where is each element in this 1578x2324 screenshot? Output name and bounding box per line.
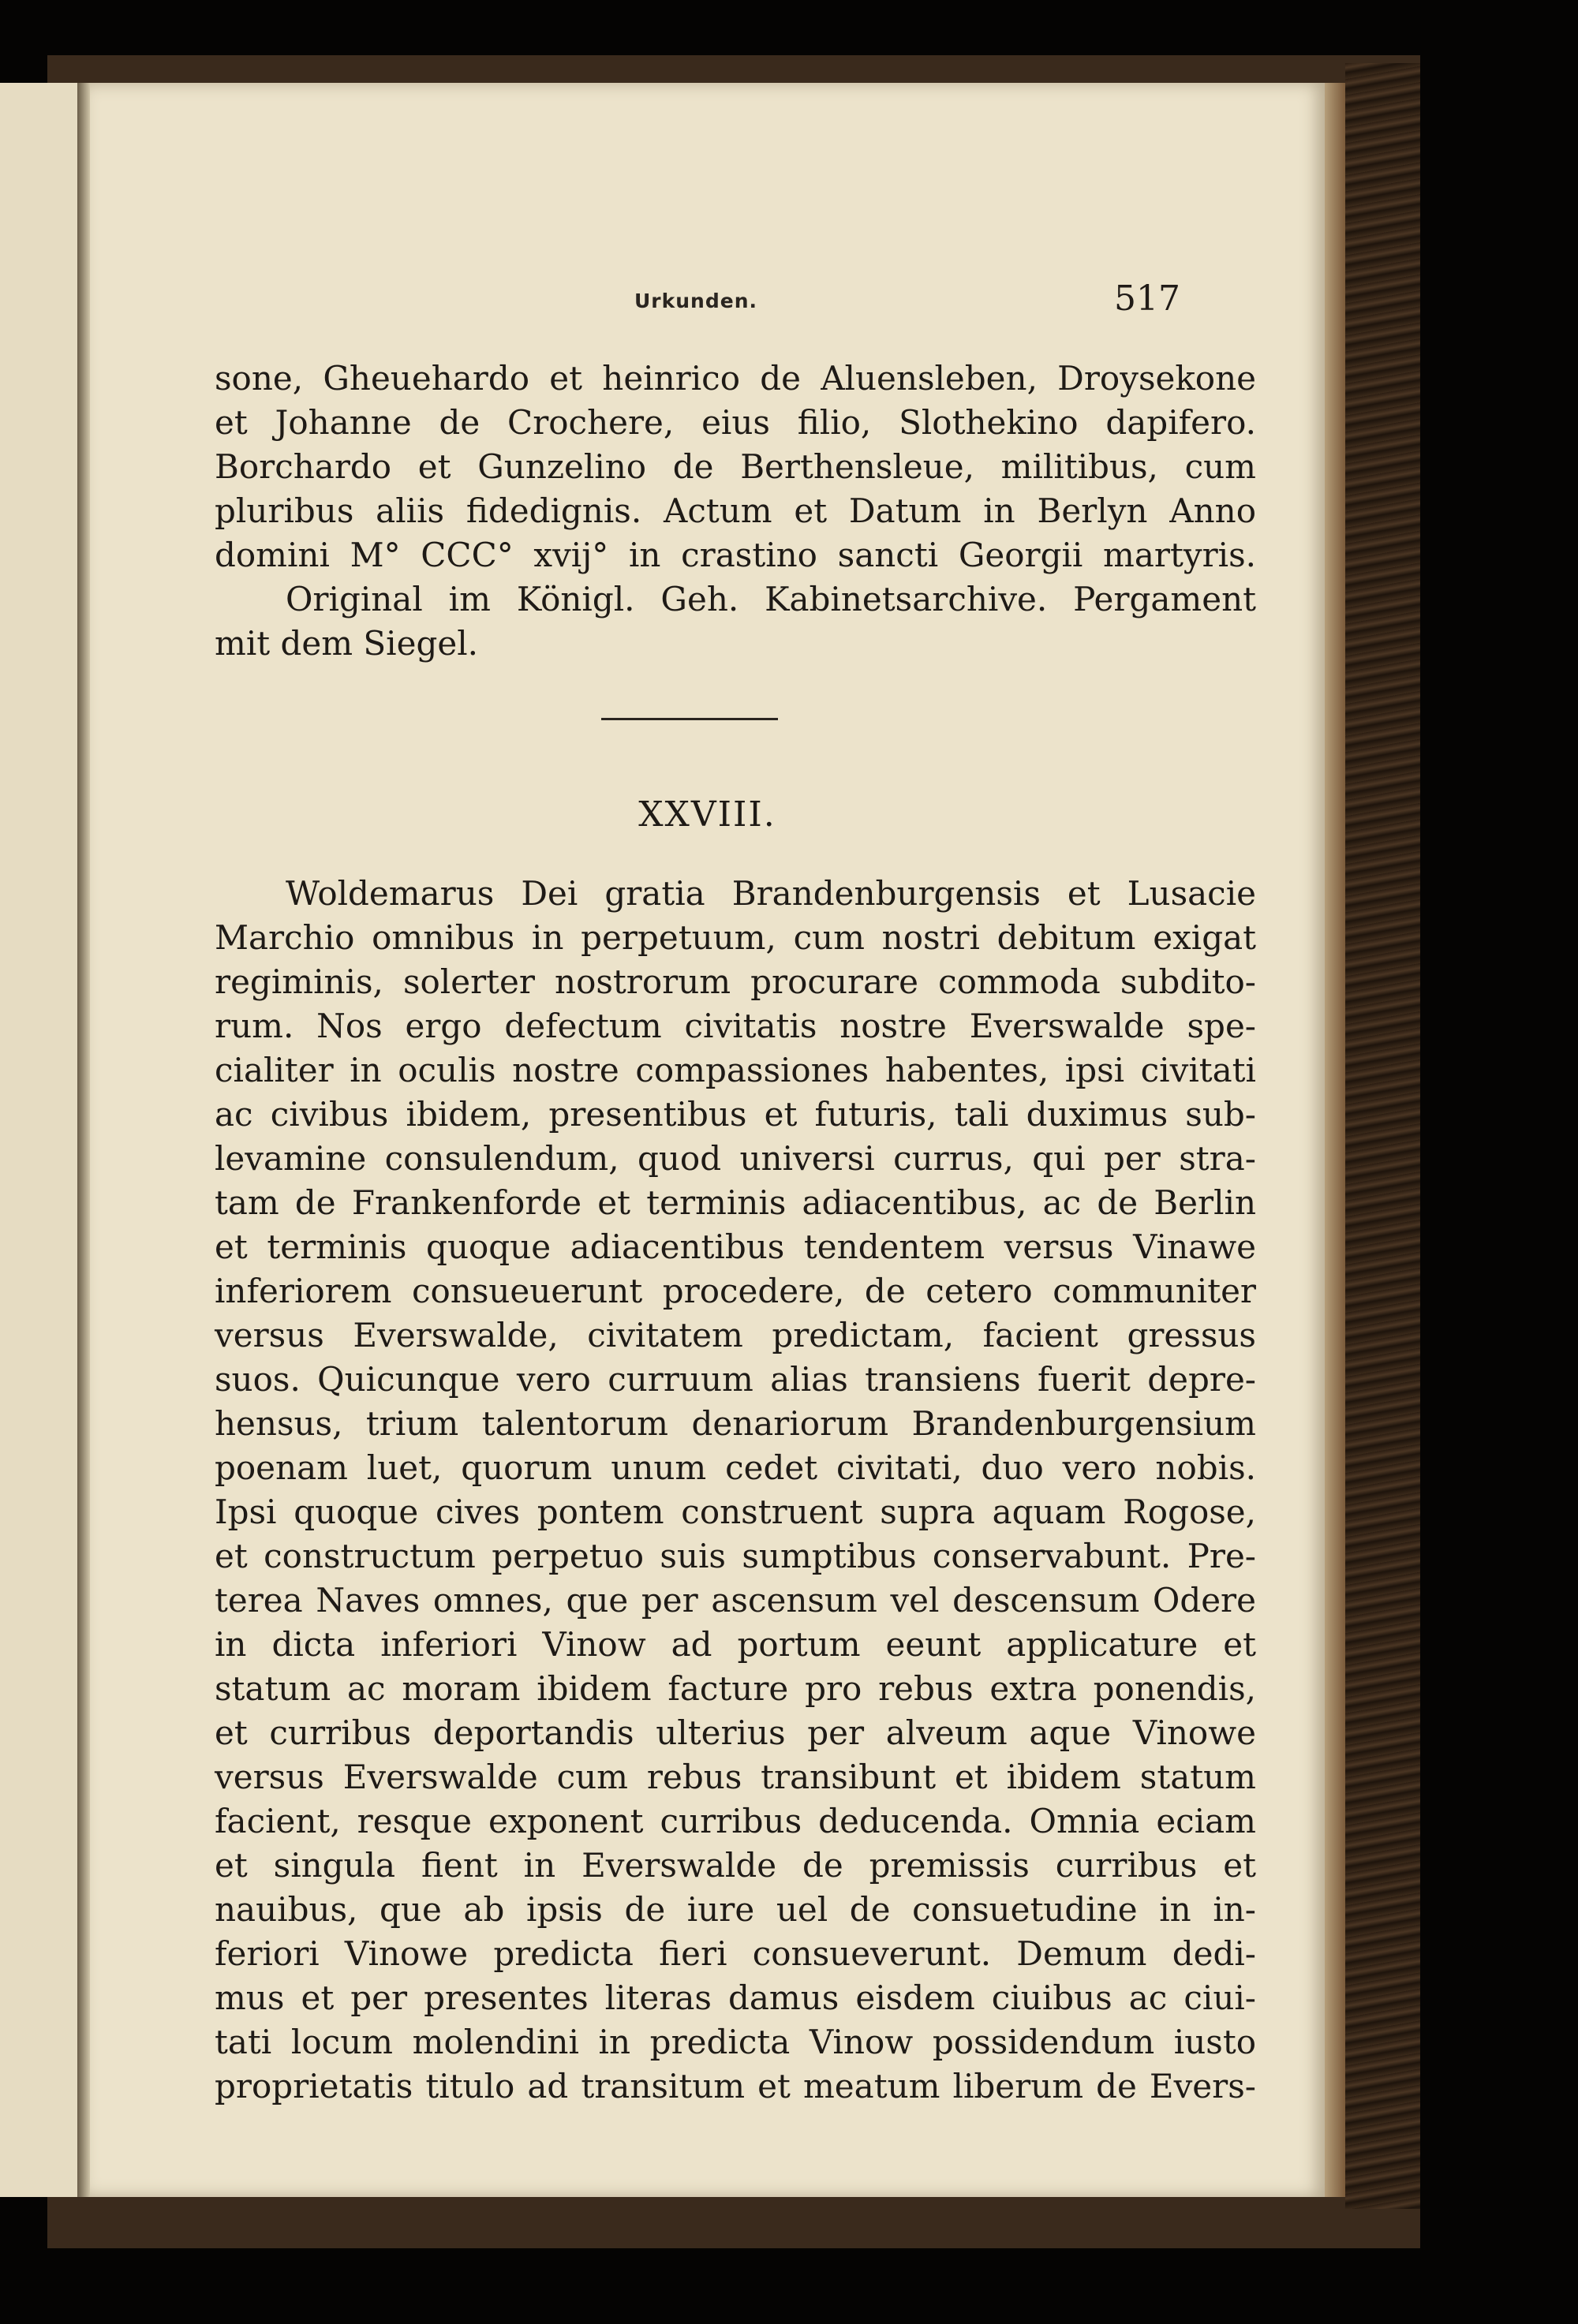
text-line: regiminis, solerter nostrorum procurare commoda subdito- <box>215 962 1256 1001</box>
section-heading: XXVIII. <box>638 794 776 835</box>
text-line: statum ac moram ibidem facture pro rebus extra ponendis, <box>215 1669 1256 1708</box>
text-line: tam de Frankenforde et terminis adiacentibus, ac de Berlin <box>215 1183 1256 1222</box>
text-line: hensus, trium talentorum denariorum Brandenburgensium <box>215 1404 1256 1443</box>
text-line: suos. Quicunque vero curruum alias transiens fuerit depre- <box>215 1360 1256 1399</box>
text-line: domini M° CCC° xvij° in crastino sancti Georgii martyris. <box>215 536 1256 574</box>
page-number: 517 <box>1114 278 1180 319</box>
note-line: mit dem Siegel. <box>215 624 478 663</box>
text-line: et Johanne de Crochere, eius filio, Slothekino dapifero. <box>215 403 1256 442</box>
text-line: poenam luet, quorum unum cedet civitati, duo vero nobis. <box>215 1448 1256 1487</box>
text-line: versus Everswalde, civitatem predictam, facient gressus <box>215 1316 1256 1354</box>
facing-page-edge <box>0 83 80 2197</box>
text-line: inferiorem consueuerunt procedere, de cetero communiter <box>215 1272 1256 1310</box>
note-line: Original im Königl. Geh. Kabinetsarchive. Pergament <box>286 580 1256 618</box>
text-line: et terminis quoque adiacentibus tendentem versus Vinawe <box>215 1227 1256 1266</box>
text-line: Woldemarus Dei gratia Brandenburgensis et Lusacie <box>286 874 1256 913</box>
book-page <box>90 83 1325 2197</box>
text-line: tati locum molendini in predicta Vinow possidendum iusto <box>215 2023 1256 2061</box>
book-spine-edge <box>1345 63 1420 2209</box>
text-line: feriori Vinowe predicta fieri consueverunt. Demum dedi- <box>215 1934 1256 1973</box>
text-line: rum. Nos ergo defectum civitatis nostre Everswalde spe- <box>215 1007 1256 1045</box>
text-line: in dicta inferiori Vinow ad portum eeunt applicature et <box>215 1625 1256 1664</box>
text-line: cialiter in oculis nostre compassiones habentes, ipsi civitati <box>215 1051 1256 1089</box>
text-line: proprietatis titulo ad transitum et meatum liberum de Evers- <box>215 2067 1256 2105</box>
text-line: levamine consulendum, quod universi currus, qui per stra- <box>215 1139 1256 1178</box>
text-line: et singula fient in Everswalde de premissis curribus et <box>215 1846 1256 1885</box>
running-header <box>90 278 1325 321</box>
running-title: Urkunden. <box>634 290 757 312</box>
text-line: Ipsi quoque cives pontem construent supra aquam Rogose, <box>215 1493 1256 1531</box>
text-line: versus Everswalde cum rebus transibunt et ibidem statum <box>215 1758 1256 1796</box>
text-line: nauibus, que ab ipsis de iure uel de consuetudine in in- <box>215 1890 1256 1929</box>
text-line: terea Naves omnes, que per ascensum vel descensum Odere <box>215 1581 1256 1620</box>
text-line: sone, Gheuehardo et heinrico de Aluensleben, Droysekone <box>215 359 1256 398</box>
text-line: pluribus aliis fidedignis. Actum et Datum in Berlyn Anno <box>215 491 1256 530</box>
text-line: et constructum perpetuo suis sumptibus conservabunt. Pre- <box>215 1537 1256 1575</box>
text-line: mus et per presentes literas damus eisdem ciuibus ac ciui- <box>215 1978 1256 2017</box>
text-line: et curribus deportandis ulterius per alveum aque Vinowe <box>215 1713 1256 1752</box>
page-fore-edge <box>1325 83 1345 2197</box>
text-line: ac civibus ibidem, presentibus et futuris, tali duximus sub- <box>215 1095 1256 1134</box>
text-line: Borchardo et Gunzelino de Berthensleue, militibus, cum <box>215 447 1256 486</box>
section-divider <box>601 718 778 720</box>
text-line: facient, resque exponent curribus deducenda. Omnia eciam <box>215 1802 1256 1840</box>
page-gutter <box>77 83 90 2197</box>
text-line: Marchio omnibus in perpetuum, cum nostri debitum exigat <box>215 918 1256 957</box>
